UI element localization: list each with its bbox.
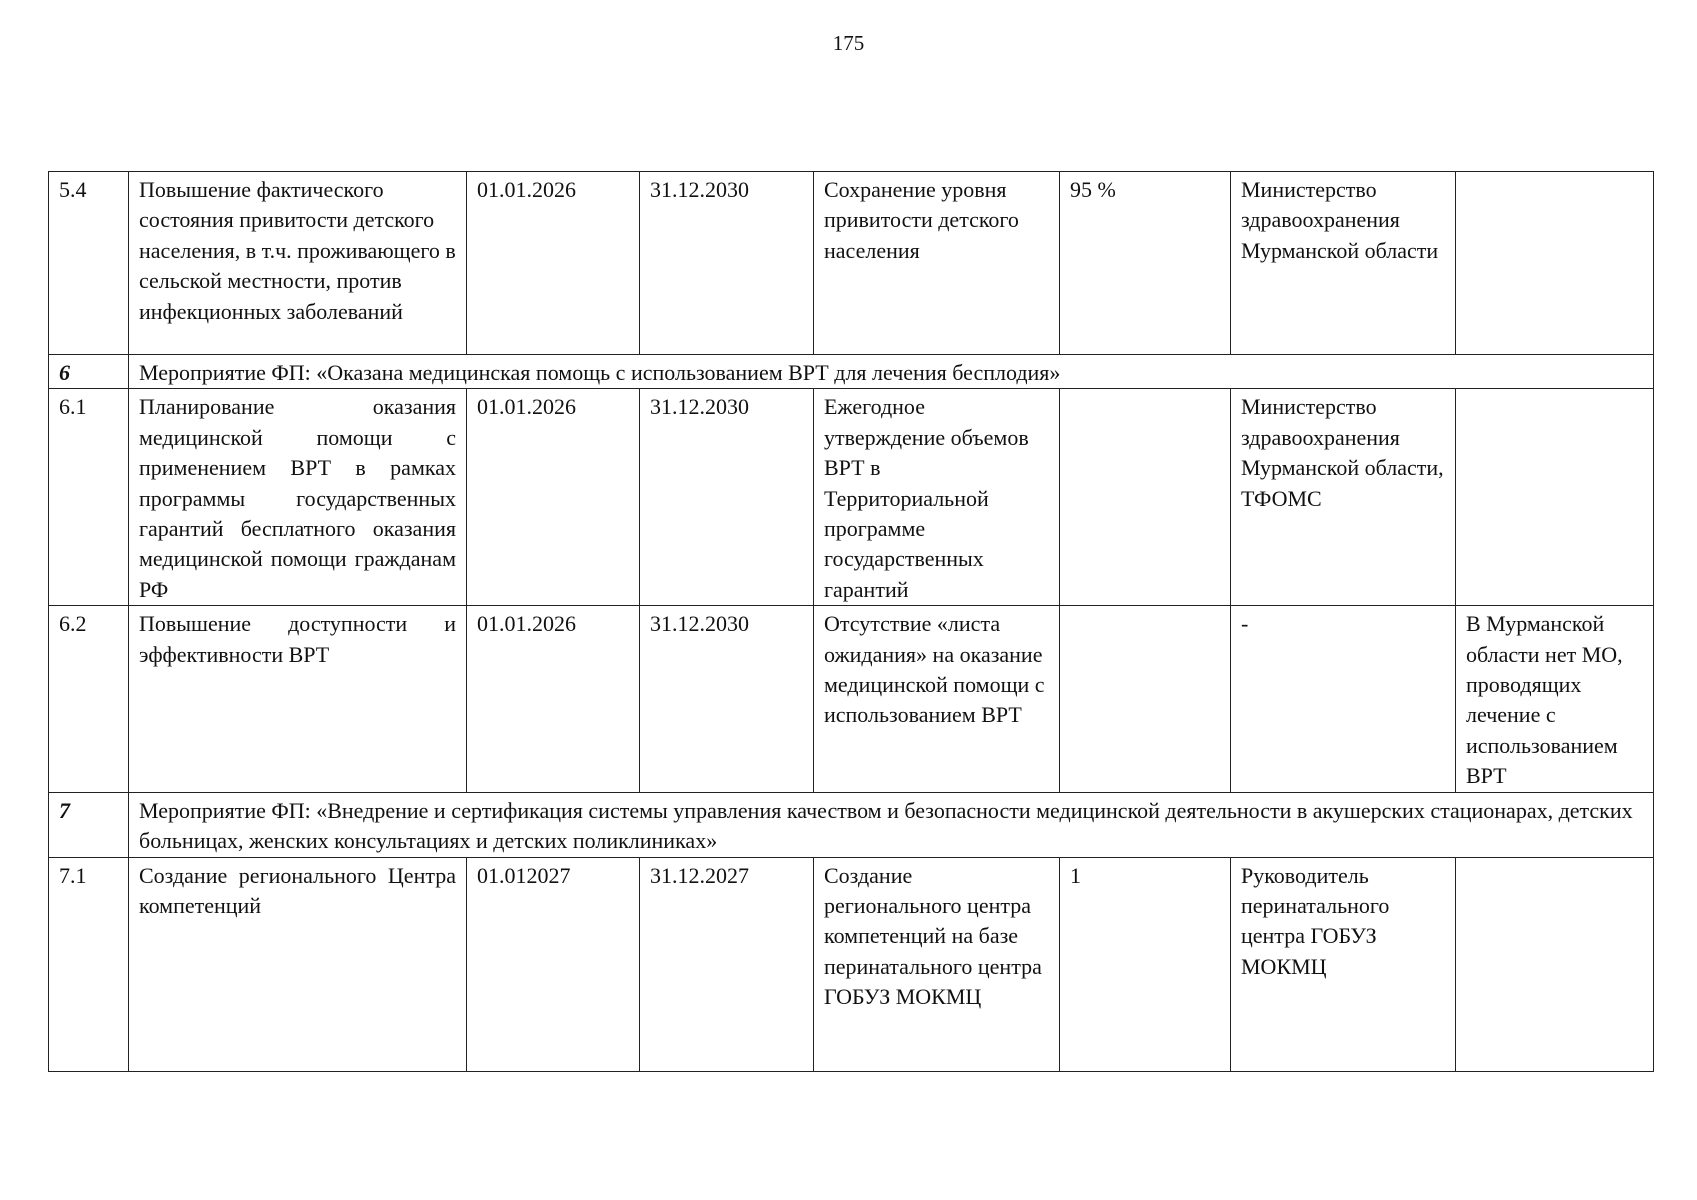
table-row — [49, 606, 1654, 792]
responsible-party: Министерство здравоохранения Мурманской области, ТФОМС — [1231, 389, 1456, 606]
row-number: 6.2 — [49, 606, 129, 792]
note: В Мурманской области нет МО, проводящих лечение с использованием ВРТ — [1456, 606, 1654, 792]
table-row — [49, 857, 1654, 1071]
end-date: 31.12.2030 — [640, 389, 814, 606]
expected-result: Отсутствие «листа ожидания» на оказание медицинской помощи с использованием ВРТ — [814, 606, 1060, 792]
responsible-party: Министерство здравоохранения Мурманской области — [1231, 172, 1456, 355]
start-date: 01.01.2026 — [467, 606, 640, 792]
indicator-value: 1 — [1060, 857, 1231, 1071]
end-date: 31.12.2027 — [640, 857, 814, 1071]
row-number: 5.4 — [49, 172, 129, 355]
event-name: Повышение доступности и эффективности ВРТ — [129, 606, 467, 792]
row-number: 6.1 — [49, 389, 129, 606]
event-name: Планирование оказания медицинской помощи с применением ВРТ в рамках программы государственных гарантий бесплатного оказания медицинской помощи гражданам РФ — [129, 389, 467, 606]
section-title: Мероприятие ФП: «Оказана медицинская помощь с использованием ВРТ для лечения бесплодия» — [129, 355, 1654, 389]
start-date: 01.01.2026 — [467, 389, 640, 606]
expected-result: Ежегодное утверждение объемов ВРТ в Территориальной программе государственных гарантий — [814, 389, 1060, 606]
indicator-value — [1060, 389, 1231, 606]
section-row — [49, 792, 1654, 857]
event-name: Повышение фактического состояния привитости детского населения, в т.ч. проживающего в сельской местности, против инфекционных заболеваний — [129, 172, 467, 355]
expected-result: Создание регионального центра компетенций на базе перинатального центра ГОБУЗ МОКМЦ — [814, 857, 1060, 1071]
table-row — [49, 172, 1654, 355]
event-name: Создание регионального Центра компетенций — [129, 857, 467, 1071]
start-date: 01.012027 — [467, 857, 640, 1071]
responsible-party: - — [1231, 606, 1456, 792]
section-number: 7 — [49, 792, 129, 857]
note — [1456, 172, 1654, 355]
row-number: 7.1 — [49, 857, 129, 1071]
note — [1456, 389, 1654, 606]
section-row — [49, 355, 1654, 389]
indicator-value: 95 % — [1060, 172, 1231, 355]
section-title: Мероприятие ФП: «Внедрение и сертификация системы управления качеством и безопасности медицинской деятельности в акушерских стационарах, детских больницах, женских консультациях и детских поликлиниках» — [129, 792, 1654, 857]
responsible-party: Руководитель перинатального центра ГОБУЗ МОКМЦ — [1231, 857, 1456, 1071]
indicator-value — [1060, 606, 1231, 792]
note — [1456, 857, 1654, 1071]
section-number: 6 — [49, 355, 129, 389]
expected-result: Сохранение уровня привитости детского населения — [814, 172, 1060, 355]
end-date: 31.12.2030 — [640, 606, 814, 792]
table-row — [49, 389, 1654, 606]
page-number: 175 — [832, 31, 865, 55]
activities-table — [48, 171, 1654, 1072]
start-date: 01.01.2026 — [467, 172, 640, 355]
end-date: 31.12.2030 — [640, 172, 814, 355]
